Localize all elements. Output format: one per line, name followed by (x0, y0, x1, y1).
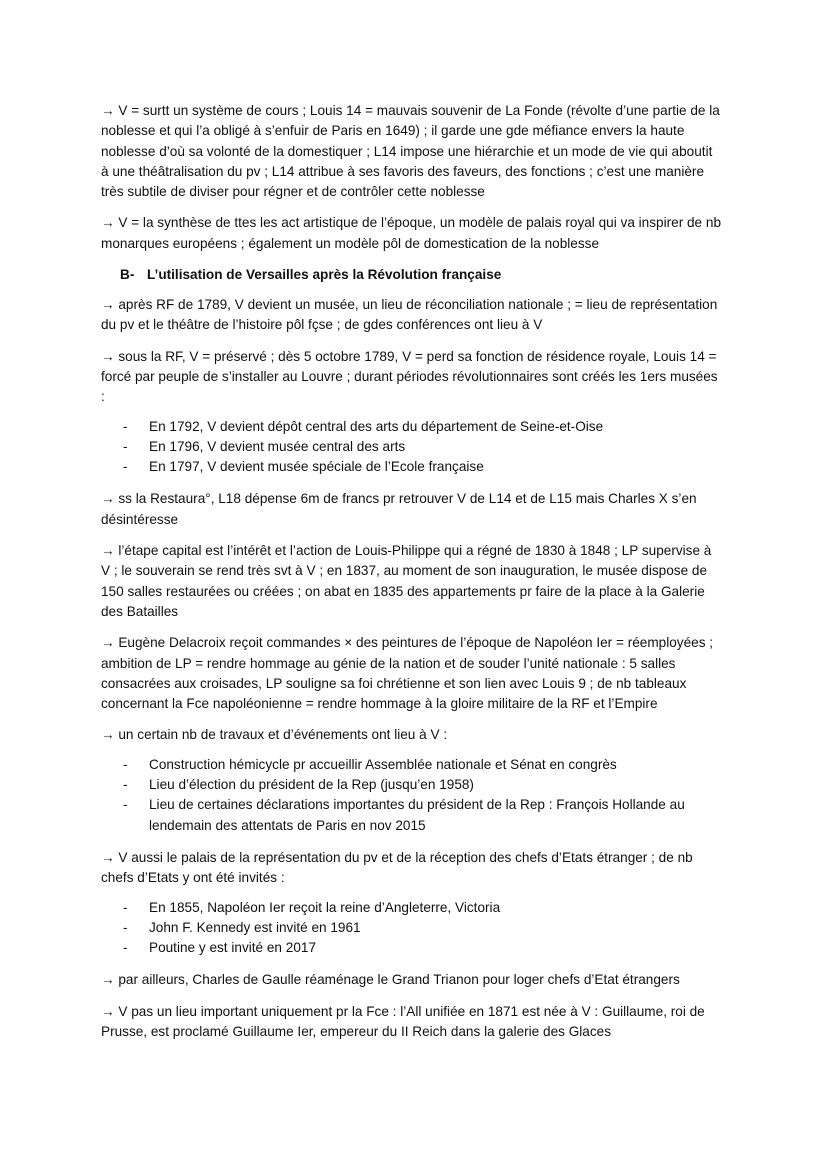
paragraph-synthese-artistique: → V = la synthèse de ttes les act artistique de l’époque, un modèle de palais royal qui va inspirer de nb monarques européens ; également un modèle pôl de domestication de la noblesse (101, 215, 722, 251)
paragraph-travaux: → un certain nb de travaux et d’événements ont lieu à V : (101, 727, 448, 743)
list-item: - Construction hémicycle pr accueillir Assemblée nationale et Sénat en congrès (101, 755, 723, 775)
list-item: - John F. Kennedy est invité en 1961 (101, 918, 723, 938)
paragraph-apres-rf: → après RF de 1789, V devient un musée, un lieu de réconciliation nationale ; = lieu de représentation du pv et le théâtre de l’histoire pôl fçse ; de gdes conférences ont lieu à V (101, 297, 718, 333)
paragraph-cour-systeme: → V = surtt un système de cours ; Louis 14 = mauvais souvenir de La Fonde (révolte d’une partie de la noblesse et qui l’a obligé à s’enfuir de Paris en 1649) ; il garde une gde méfiance envers la haute noblesse d’où sa volonté de la domestiquer ; L14 impose une hiérarchie et un mode de vie qui aboutit à une théâtralisation du pv ; L14 attribue à ses favoris des faveurs, des fonctions ; c’est une manière très subtile de diviser pour régner et de contrôler cette noblesse (101, 103, 720, 200)
section-heading-letter: B- (120, 267, 135, 283)
paragraph-delacroix: → Eugène Delacroix reçoit commandes × des peintures de l’époque de Napoléon Ier = réemployées ; ambition de LP = rendre hommage au génie de la nation et de souder l’unité nationale : 5 salles consacrées aux croisades, LP souligne sa foi chrétienne et son lien avec Louis 9 ; de nb tableaux concernant la Fce napoléonienne = rendre hommage à la gloire militaire de la RF et l’Empire (101, 635, 714, 712)
list-item: - Poutine y est invité en 2017 (101, 938, 723, 958)
section-heading-title: L’utilisation de Versailles après la Révolution française (147, 267, 502, 283)
paragraph-louis-philippe: → l’étape capital est l’intérêt et l’action de Louis-Philippe qui a régné de 1830 à 1848 ; LP supervise à V ; le souverain se rend très svt à V ; en 1837, au moment de son inauguration, le musée dispose de 150 salles restaurées ou créées ; on abat en 1835 des appartements pr faire de la place à la Galerie des Batailles (101, 543, 712, 619)
list-travaux-evenements (101, 755, 723, 836)
list-chefs-etats (101, 898, 723, 959)
paragraph-sous-la-rf: → sous la RF, V = préservé ; dès 5 octobre 1789, V = perd sa fonction de résidence royale, Louis 14 = forcé par peuple de s’installer au Louvre ; durant périodes révolutionnaires sont créés les 1ers musées : (101, 348, 718, 405)
list-item: - Lieu de certaines déclarations importantes du président de la Rep : François Hollande au lendemain des attentats de Paris en nov 2015 (123, 797, 685, 833)
bullet-dash: - (123, 940, 128, 956)
paragraph-allemagne-unifiee: → V pas un lieu important uniquement pr la Fce : l’All unifiée en 1871 est née à V : Guillaume, roi de Prusse, est proclamé Guillaume Ier, empereur du II Reich dans la galerie des Glaces (101, 1003, 705, 1039)
bullet-dash: - (123, 919, 128, 935)
section-heading-b (120, 265, 723, 285)
document-page (101, 101, 723, 1053)
bullet-dash: - (123, 777, 128, 793)
list-premiers-musees (101, 417, 723, 478)
list-item: - Lieu d’élection du président de la Rep (jusqu’en 1958) (101, 775, 723, 795)
list-item: - En 1792, V devient dépôt central des arts du département de Seine-et-Oise (101, 417, 723, 437)
bullet-dash: - (123, 459, 128, 475)
bullet-dash: - (123, 438, 128, 454)
paragraph-grand-trianon: → par ailleurs, Charles de Gaulle réaménage le Grand Trianon pour loger chefs d’Etat étrangers (101, 972, 680, 988)
list-item: - En 1855, Napoléon Ier reçoit la reine d’Angleterre, Victoria (101, 898, 723, 918)
paragraph-restauration: → ss la Restaura°, L18 dépense 6m de francs pr retrouver V de L14 et de L15 mais Charles X s’en désintéresse (101, 491, 697, 527)
bullet-dash: - (123, 899, 128, 915)
paragraph-chefs-etats: → V aussi le palais de la représentation du pv et de la réception des chefs d’Etats étranger ; de nb chefs d’Etats y ont été invités : (101, 849, 693, 886)
list-item: - En 1796, V devient musée central des arts (101, 437, 723, 457)
bullet-dash: - (123, 418, 128, 434)
list-item: - En 1797, V devient musée spéciale de l’Ecole française (101, 457, 723, 477)
bullet-dash: - (123, 797, 128, 813)
bullet-dash: - (123, 756, 128, 772)
